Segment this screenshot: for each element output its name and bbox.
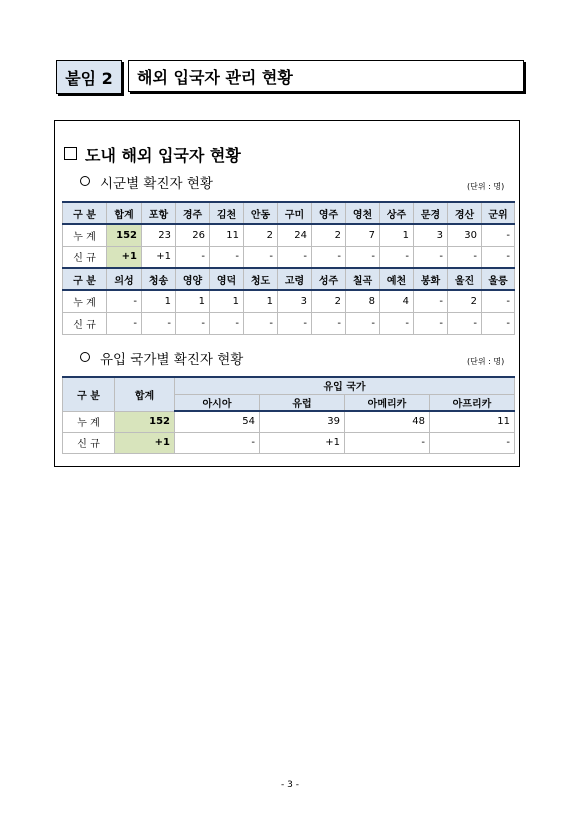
data-cell: 1 <box>380 224 414 246</box>
data-cell: 2 <box>312 224 346 246</box>
city-header-row <box>63 268 515 290</box>
page-header <box>56 60 526 94</box>
data-cell: - <box>278 246 312 268</box>
column-header: 고령 <box>278 268 312 290</box>
data-cell: - <box>482 246 515 268</box>
data-cell: - <box>107 290 142 312</box>
region-header: 아시아 <box>175 394 260 411</box>
table-row <box>63 246 515 268</box>
subtitle-city <box>80 172 213 192</box>
circle-bullet-icon <box>80 352 90 362</box>
data-cell: - <box>142 312 176 334</box>
data-cell: - <box>482 224 515 246</box>
data-cell: - <box>312 246 346 268</box>
subtitle-country <box>80 348 243 368</box>
data-cell: - <box>414 246 448 268</box>
data-cell: - <box>278 312 312 334</box>
total-header: 합계 <box>115 377 175 411</box>
column-header: 청송 <box>142 268 176 290</box>
column-header: 문경 <box>414 202 448 224</box>
column-header: 군위 <box>482 202 515 224</box>
data-cell: - <box>482 312 515 334</box>
data-cell: 24 <box>278 224 312 246</box>
data-cell: 11 <box>430 411 515 432</box>
total-cell: +1 <box>115 432 175 453</box>
data-cell: - <box>448 312 482 334</box>
column-header: 합계 <box>107 202 142 224</box>
page-number: - 3 - <box>281 780 299 790</box>
data-cell: - <box>176 312 210 334</box>
attachment-tag: 붙임 2 <box>56 60 122 94</box>
data-cell: 3 <box>278 290 312 312</box>
data-cell: - <box>482 290 515 312</box>
column-header: 울릉 <box>482 268 515 290</box>
city-header-row <box>63 202 515 224</box>
row-label: 누 계 <box>63 411 115 432</box>
data-cell: - <box>107 312 142 334</box>
column-header: 예천 <box>380 268 414 290</box>
unit-label-country: (단위 : 명) <box>467 357 505 366</box>
row-label: 신 규 <box>63 246 107 268</box>
data-cell: 1 <box>142 290 176 312</box>
circle-bullet-icon <box>80 176 90 186</box>
table-row <box>63 312 515 334</box>
column-header: 영주 <box>312 202 346 224</box>
data-cell: - <box>244 246 278 268</box>
data-cell: +1 <box>142 246 176 268</box>
data-cell: 30 <box>448 224 482 246</box>
column-header: 구미 <box>278 202 312 224</box>
data-cell: - <box>380 312 414 334</box>
data-cell: +1 <box>260 432 345 453</box>
column-header: 안동 <box>244 202 278 224</box>
column-header: 성주 <box>312 268 346 290</box>
row-label: 신 규 <box>63 432 115 453</box>
data-cell: 2 <box>244 224 278 246</box>
data-cell: 8 <box>346 290 380 312</box>
row-label: 누 계 <box>63 290 107 312</box>
column-header: 영천 <box>346 202 380 224</box>
data-cell: +1 <box>107 246 142 268</box>
data-cell: - <box>414 312 448 334</box>
data-cell: - <box>244 312 278 334</box>
column-header: 포항 <box>142 202 176 224</box>
data-cell: 7 <box>346 224 380 246</box>
table-row <box>63 224 515 246</box>
section-title <box>64 143 241 166</box>
column-header: 영덕 <box>210 268 244 290</box>
data-cell: 54 <box>175 411 260 432</box>
row-label: 신 규 <box>63 312 107 334</box>
table-row <box>63 411 515 432</box>
data-cell: - <box>345 432 430 453</box>
data-cell: - <box>210 246 244 268</box>
data-cell: 4 <box>380 290 414 312</box>
data-cell: 152 <box>107 224 142 246</box>
section-title-text: 도내 해외 입국자 현황 <box>85 146 241 165</box>
region-header: 유럽 <box>260 394 345 411</box>
data-cell: 23 <box>142 224 176 246</box>
unit-label-city: (단위 : 명) <box>467 182 505 191</box>
data-cell: - <box>210 312 244 334</box>
page-title: 해외 입국자 관리 현황 <box>128 60 524 92</box>
data-cell: - <box>448 246 482 268</box>
table-row <box>63 432 515 453</box>
column-header: 청도 <box>244 268 278 290</box>
region-header: 아프리카 <box>430 394 515 411</box>
column-header: 경산 <box>448 202 482 224</box>
data-cell: 26 <box>176 224 210 246</box>
column-header: 영양 <box>176 268 210 290</box>
data-cell: 48 <box>345 411 430 432</box>
row-label: 누 계 <box>63 224 107 246</box>
data-cell: 1 <box>244 290 278 312</box>
data-cell: - <box>380 246 414 268</box>
data-cell: 39 <box>260 411 345 432</box>
col-label: 구 분 <box>63 377 115 411</box>
data-cell: 1 <box>210 290 244 312</box>
checkbox-square-icon <box>64 147 77 160</box>
city-cases-table <box>62 201 515 335</box>
column-header: 김천 <box>210 202 244 224</box>
data-cell: 3 <box>414 224 448 246</box>
table-row <box>63 290 515 312</box>
country-cases-table <box>62 376 515 454</box>
data-cell: 2 <box>312 290 346 312</box>
column-header: 봉화 <box>414 268 448 290</box>
subtitle-country-text: 유입 국가별 확진자 현황 <box>100 352 244 368</box>
group-header: 유입 국가 <box>175 377 515 394</box>
column-header: 구 분 <box>63 202 107 224</box>
data-cell: 11 <box>210 224 244 246</box>
data-cell: 2 <box>448 290 482 312</box>
region-header: 아메리카 <box>345 394 430 411</box>
total-cell: 152 <box>115 411 175 432</box>
data-cell: - <box>176 246 210 268</box>
data-cell: - <box>346 246 380 268</box>
data-cell: - <box>175 432 260 453</box>
data-cell: 1 <box>176 290 210 312</box>
column-header: 상주 <box>380 202 414 224</box>
data-cell: - <box>430 432 515 453</box>
data-cell: - <box>414 290 448 312</box>
subtitle-city-text: 시군별 확진자 현황 <box>100 176 213 192</box>
column-header: 의성 <box>107 268 142 290</box>
column-header: 경주 <box>176 202 210 224</box>
column-header: 칠곡 <box>346 268 380 290</box>
column-header: 울진 <box>448 268 482 290</box>
data-cell: - <box>312 312 346 334</box>
column-header: 구 분 <box>63 268 107 290</box>
data-cell: - <box>346 312 380 334</box>
